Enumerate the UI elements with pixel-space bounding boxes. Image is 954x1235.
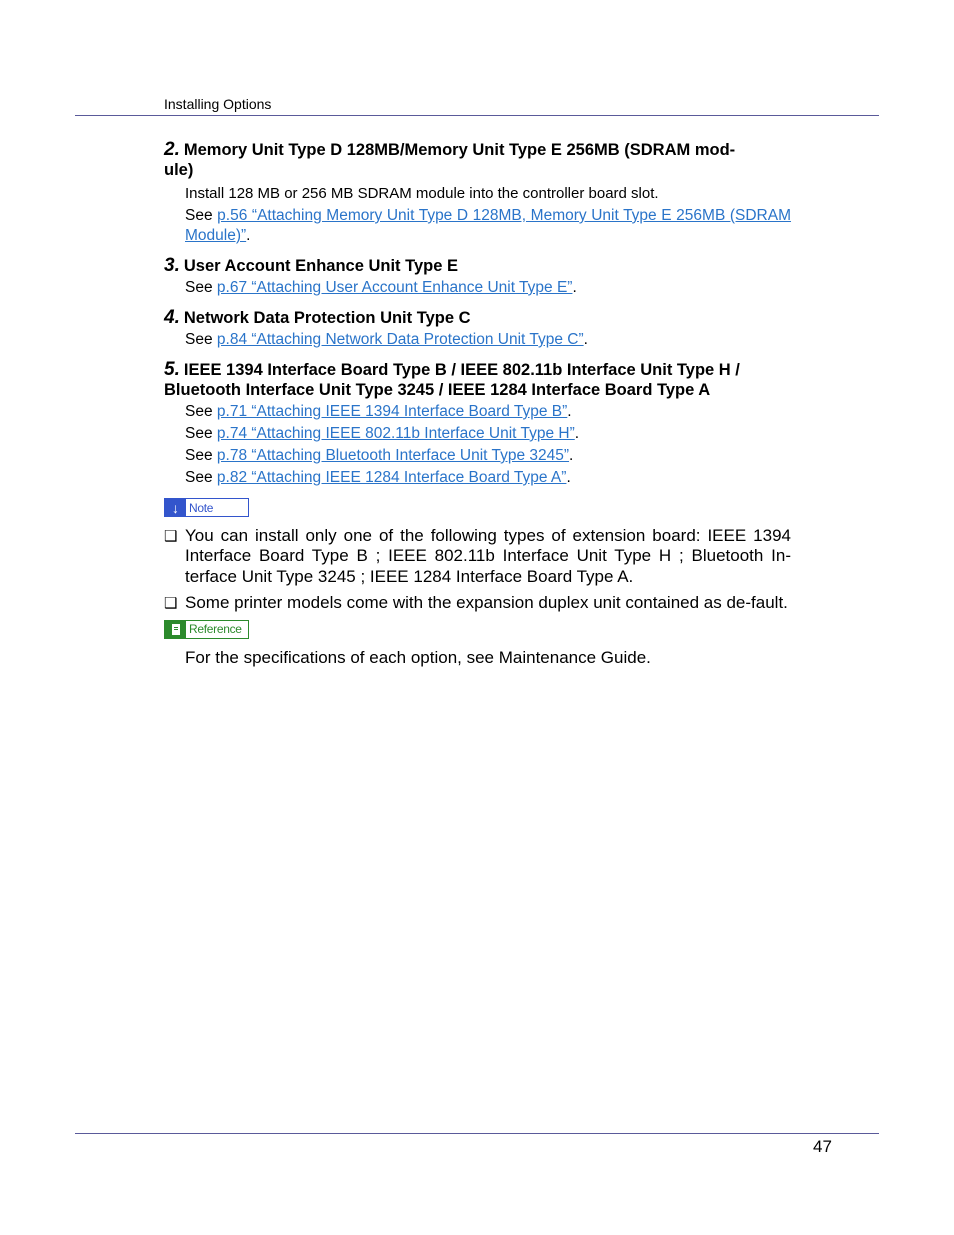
note-badge [164,498,249,517]
page-number: 47 [813,1137,832,1156]
step-2 [164,140,791,246]
see-suffix: . [567,403,572,420]
reference-badge [164,620,249,639]
step-title-line1: Memory Unit Type D 128MB/Memory Unit Type E 256MB (SDRAM mod- [183,141,736,159]
xref-link[interactable]: p.56 “Attaching Memory Unit Type D 128MB, Memory Unit Type E 256MB (SDRAM Module)” [185,207,792,244]
checkbox-icon: ❑ [164,527,178,545]
xref-link[interactable]: p.78 “Attaching Bluetooth Interface Unit Type 3245” [216,447,570,464]
checkbox-icon: ❑ [164,595,178,612]
step-number: 4. [164,307,180,328]
cross-reference [185,424,791,444]
step-title-line2: Bluetooth Interface Unit Type 3245 / IEEE 1284 Interface Board Type A [164,381,711,399]
see-suffix: . [569,447,574,464]
see-prefix: See [185,279,217,296]
xref-link[interactable]: p.67 “Attaching User Account Enhance Unit Type E” [216,279,573,296]
see-suffix: . [583,331,588,348]
step-body [185,330,791,350]
note-section [164,498,791,614]
running-header: Installing Options [164,96,272,112]
see-suffix: . [574,425,580,442]
step-heading [164,140,791,180]
step-title-line1: IEEE 1394 Interface Board Type B / IEEE 802.11b Interface Unit Type H / [183,361,740,379]
note-item-text: You can install only one of the following types of extension board: IEEE 1394 Interface Board Type B ; IEEE 802.11b Interface Unit Type H ; Bluetooth In-terface Unit Type 3245 ; IEEE 1284 Interface Board Type A. [185,525,791,586]
document-icon [165,621,186,638]
step-description: Install 128 MB or 256 MB SDRAM module into the controller board slot. [185,185,659,202]
step-4 [164,308,791,350]
reference-label: Reference [189,622,242,636]
step-heading [164,308,791,328]
note-label: Note [189,500,214,515]
footer-rule [75,1133,879,1134]
header-rule [75,115,879,116]
see-prefix: See [185,207,218,224]
reference-section [164,620,791,668]
see-suffix: . [566,469,571,486]
down-arrow-icon: ↓ [165,499,186,516]
step-title: Network Data Protection Unit Type C [183,309,471,327]
see-prefix: See [185,469,217,486]
step-heading [164,360,791,400]
xref-link[interactable]: p.74 “Attaching IEEE 802.11b Interface Unit Type H” [216,425,575,442]
xref-link[interactable]: p.71 “Attaching IEEE 1394 Interface Board Type B” [216,403,568,420]
see-suffix: . [246,227,251,244]
note-list [164,526,791,614]
step-body [185,278,791,298]
step-body [185,184,791,246]
step-3 [164,256,791,298]
step-heading [164,256,791,276]
step-title: User Account Enhance Unit Type E [183,257,458,275]
step-number: 2. [164,139,180,160]
cross-reference [185,330,791,350]
step-number: 5. [164,359,180,380]
cross-reference [185,446,791,466]
cross-reference [185,206,791,246]
see-prefix: See [185,447,217,464]
step-title-line2: ule) [164,161,194,179]
see-prefix: See [185,425,217,442]
note-item [164,593,791,614]
cross-reference [185,278,791,298]
note-item [164,526,791,588]
see-prefix: See [185,331,217,348]
cross-reference [185,468,791,488]
see-prefix: See [185,403,217,420]
cross-reference [185,402,791,422]
xref-link[interactable]: p.82 “Attaching IEEE 1284 Interface Board Type A” [216,469,567,486]
step-5 [164,360,791,488]
note-item-text: Some printer models come with the expansion duplex unit contained as de-fault. [185,593,788,612]
step-number: 3. [164,255,180,276]
page-content [164,140,791,668]
xref-link[interactable]: p.84 “Attaching Network Data Protection Unit Type C” [216,331,584,348]
step-body [185,402,791,488]
reference-text: For the specifications of each option, see Maintenance Guide. [185,647,651,667]
see-suffix: . [572,279,577,296]
